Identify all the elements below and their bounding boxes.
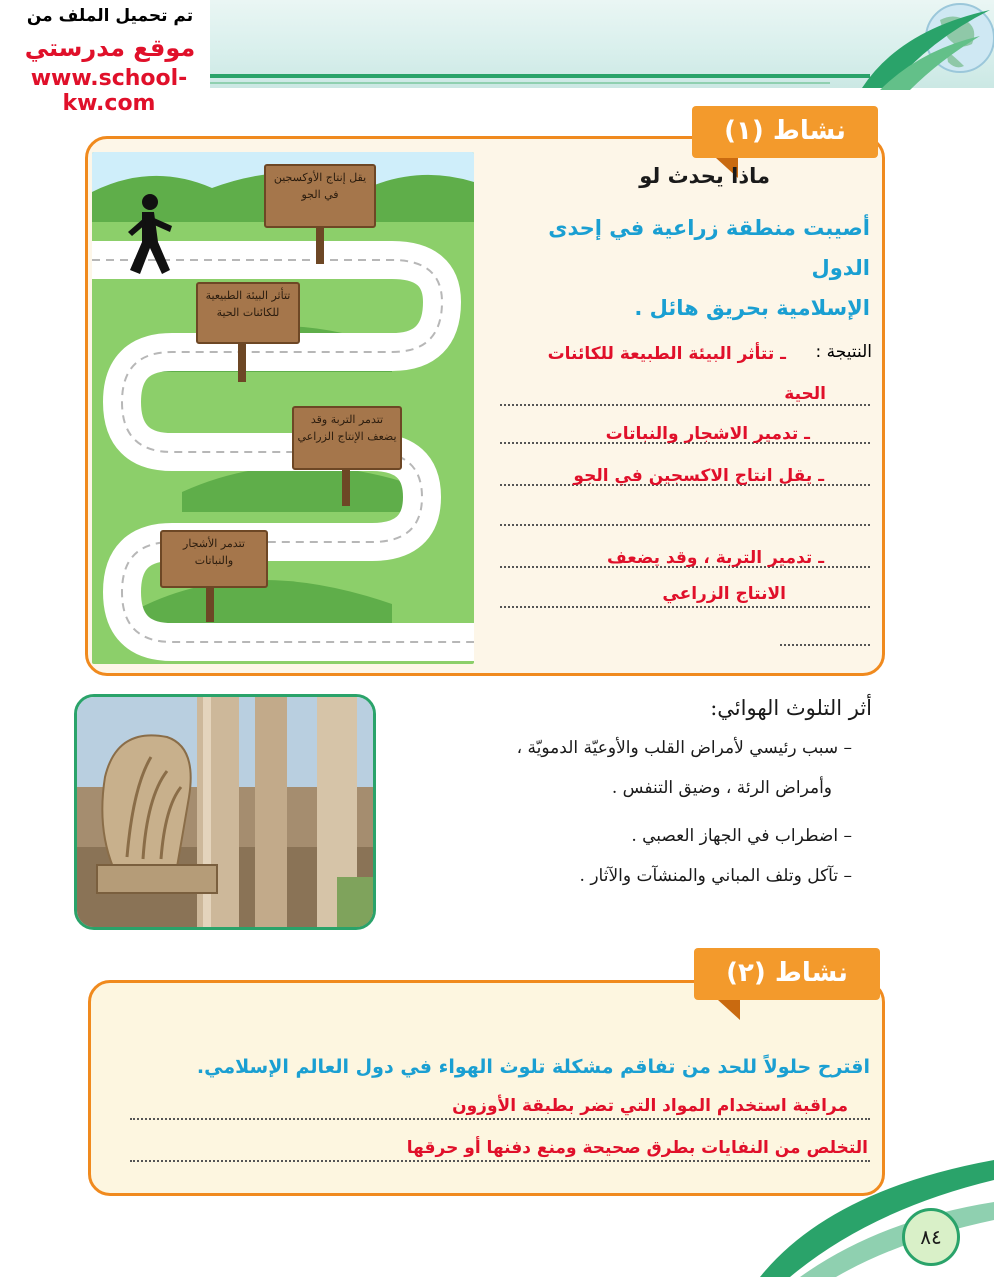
activity2-prompt: اقترح حلولاً للحد من تفاقم مشكلة تلوث الهواء في دول العالم الإسلامي. — [196, 1056, 870, 1078]
board-game-background — [92, 152, 474, 664]
effect-item: – اضطراب في الجهاز العصبي . — [631, 826, 852, 846]
answer-line: الانتاج الزراعي — [662, 584, 786, 604]
board-game-image — [92, 152, 474, 664]
ruins-photo — [74, 694, 376, 930]
answer-dotted-line — [780, 630, 870, 646]
answer-line: الحية — [784, 384, 826, 404]
activity2-tab: نشاط (٢) — [694, 948, 880, 1000]
activity2-tab-fold — [718, 1000, 740, 1020]
activity1-question: ماذا يحدث لو — [639, 164, 770, 188]
answer-line: ـ تتأثر البيئة الطبيعة للكائنات — [547, 344, 786, 364]
scenario-line: الإسلامية بحريق هائل . — [634, 296, 870, 320]
air-pollution-title: أثر التلوث الهوائي: — [710, 696, 872, 720]
header-divider-thin — [210, 82, 830, 84]
answer-line: ـ يقل انتاج الاكسجين في الجو — [573, 466, 824, 486]
sign-board-3: تتدمر التربة وقد يضعف الإنتاج الزراعي — [292, 406, 402, 470]
effect-item: – تآكل وتلف المباني والمنشآت والآثار . — [579, 866, 852, 886]
footer-swoosh — [740, 1150, 994, 1277]
activity1-tab: نشاط (١) — [692, 106, 878, 158]
ruins-illustration — [77, 697, 376, 930]
answer-line: ـ تدمير التربة ، وقد يضعف — [606, 548, 824, 568]
sign-board-2: تتأثر البيئة الطبيعية للكائنات الحية — [196, 282, 300, 344]
activity1-scenario — [490, 208, 870, 328]
sign-post — [238, 338, 246, 382]
answer-line: مراقبة استخدام المواد التي تضر بطبقة الأوزون — [452, 1096, 848, 1116]
sign-post — [206, 582, 214, 622]
sign-board-4: تتدمر الأشجار والنباتات — [160, 530, 268, 588]
download-label: تم تحميل الملف من — [26, 6, 194, 26]
globe-icon — [860, 0, 994, 92]
page-number: ٨٤ — [902, 1208, 960, 1266]
sign-board-1: يقل إنتاج الأوكسجين في الجو — [264, 164, 376, 228]
answer-line: التخلص من النفايات بطرق صحيحة ومنع دفنها أو حرقها — [406, 1138, 868, 1158]
result-label: النتيجة : — [815, 342, 872, 362]
sign-post — [342, 464, 350, 506]
effect-item: وأمراض الرئة ، وضيق التنفس . — [611, 778, 832, 798]
header-divider — [210, 74, 870, 78]
effect-item: – سبب رئيسي لأمراض القلب والأوعيّة الدمويّة ، — [516, 738, 852, 758]
answer-dotted-line — [500, 510, 870, 526]
answer-line: ـ تدمير الاشجار والنباتات — [605, 424, 810, 444]
site-url-link[interactable]: www.school-kw.com — [30, 66, 188, 116]
sign-post — [316, 222, 324, 264]
scenario-line: أصيبت منطقة زراعية في إحدى الدول — [548, 216, 870, 280]
site-name: موقع مدرستي — [24, 34, 196, 62]
